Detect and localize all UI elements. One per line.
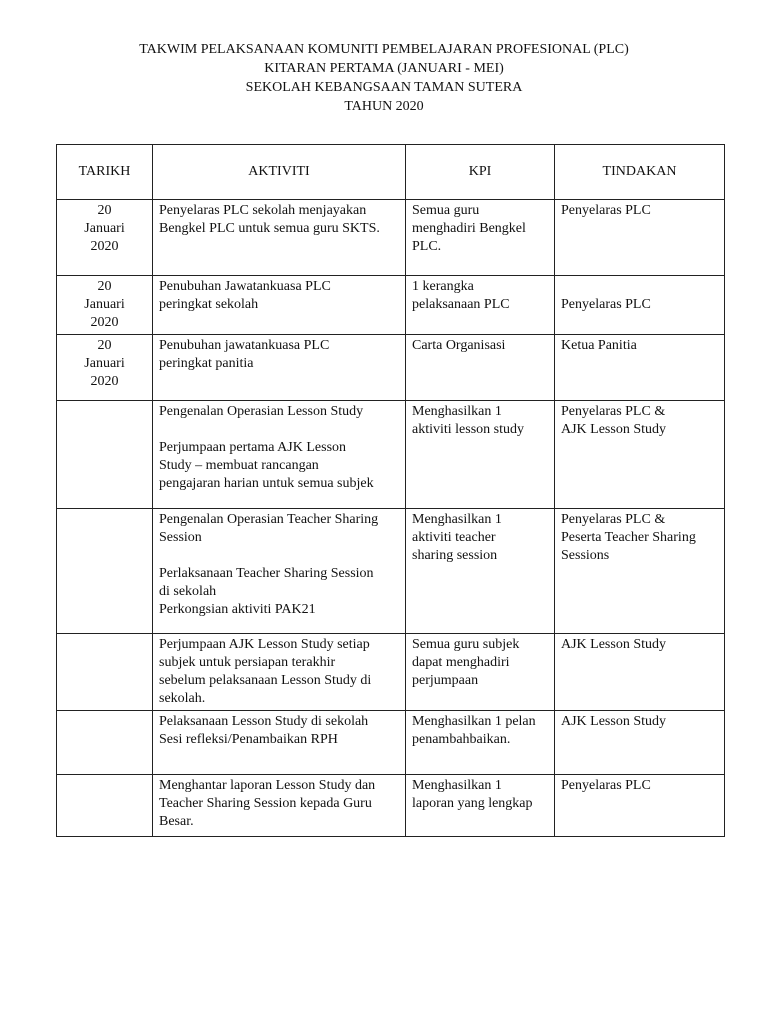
cell-tindakan [555, 634, 725, 711]
cell-line: AJK Lesson Study [561, 422, 667, 437]
cell-line: Menghantar laporan Lesson Study dan [159, 778, 376, 793]
cell-line: Penubuhan jawatankuasa PLC [159, 338, 330, 353]
cell-line: Bengkel PLC untuk semua guru SKTS. [159, 221, 380, 236]
cell-line: AJK Lesson Study [561, 637, 667, 652]
cell-line: Penyelaras PLC sekolah menjayakan [159, 203, 367, 218]
cell-line: Penubuhan Jawatankuasa PLC [159, 279, 331, 294]
cell-aktiviti [153, 335, 406, 401]
cell-line: Pengenalan Operasian Teacher Sharing [159, 512, 379, 527]
cell-aktiviti [153, 276, 406, 335]
cell-line: aktiviti teacher [412, 530, 496, 545]
cell-line: sebelum pelaksanaan Lesson Study di [159, 673, 372, 688]
cell-tarikh [57, 401, 153, 509]
cell-tarikh [57, 509, 153, 634]
title-line: SEKOLAH KEBANGSAAN TAMAN SUTERA [245, 80, 523, 95]
header-kpi: KPI [406, 145, 555, 200]
cell-line: Menghasilkan 1 pelan [412, 714, 536, 729]
cell-line [561, 278, 718, 296]
cell-line: sharing session [412, 548, 498, 563]
cell-line [159, 547, 399, 565]
cell-kpi [406, 711, 555, 775]
cell-line: AJK Lesson Study [561, 714, 667, 729]
table-row [57, 401, 725, 509]
title-line: KITARAN PERTAMA (JANUARI - MEI) [264, 61, 504, 76]
cell-line: Menghasilkan 1 [412, 778, 502, 793]
cell-tindakan [555, 401, 725, 509]
cell-line: PLC. [412, 239, 442, 254]
table-body [57, 200, 725, 837]
cell-line: Januari [84, 297, 125, 312]
cell-line: 20 [97, 279, 112, 294]
cell-line: Penyelaras PLC & [561, 512, 666, 527]
cell-line: Penyelaras PLC [561, 297, 651, 312]
cell-tarikh [57, 775, 153, 837]
cell-line: aktiviti lesson study [412, 422, 524, 437]
cell-line: peringkat panitia [159, 356, 254, 371]
table-row [57, 711, 725, 775]
cell-line: subjek untuk persiapan terakhir [159, 655, 336, 670]
table-row [57, 509, 725, 634]
header-aktiviti: AKTIVITI [153, 145, 406, 200]
cell-tarikh [57, 335, 153, 401]
cell-line: Januari [84, 221, 125, 236]
cell-line: pengajaran harian untuk semua subjek [159, 476, 374, 491]
document-title [0, 40, 768, 116]
cell-line: 2020 [90, 315, 119, 330]
cell-line: Penyelaras PLC [561, 203, 651, 218]
cell-line: 20 [97, 203, 112, 218]
cell-line: Perjumpaan pertama AJK Lesson [159, 440, 347, 455]
cell-line: Semua guru subjek [412, 637, 520, 652]
cell-line: perjumpaan [412, 673, 479, 688]
table-row [57, 335, 725, 401]
cell-line: Besar. [159, 814, 194, 829]
table-row [57, 200, 725, 276]
cell-line: Pengenalan Operasian Lesson Study [159, 404, 364, 419]
title-line: TAKWIM PELAKSANAAN KOMUNITI PEMBELAJARAN PROFESIONAL (PLC) [139, 42, 629, 57]
table-row [57, 775, 725, 837]
cell-tindakan [555, 200, 725, 276]
cell-tindakan [555, 509, 725, 634]
header-tarikh: TARIKH [57, 145, 153, 200]
cell-line: 2020 [90, 239, 119, 254]
cell-tarikh [57, 276, 153, 335]
cell-line: laporan yang lengkap [412, 796, 533, 811]
cell-line: Pelaksanaan Lesson Study di sekolah [159, 714, 369, 729]
cell-line: Carta Organisasi [412, 338, 506, 353]
cell-kpi [406, 634, 555, 711]
cell-line: penambahbaikan. [412, 732, 511, 747]
cell-line: Menghasilkan 1 [412, 512, 502, 527]
cell-kpi [406, 401, 555, 509]
cell-line: 1 kerangka [412, 279, 474, 294]
cell-aktiviti [153, 200, 406, 276]
cell-line: pelaksanaan PLC [412, 297, 510, 312]
cell-line: Peserta Teacher Sharing [561, 530, 696, 545]
cell-line: Semua guru [412, 203, 480, 218]
cell-line: Sesi refleksi/Penambaikan RPH [159, 732, 338, 747]
table-header-row [57, 145, 725, 200]
cell-line: dapat menghadiri [412, 655, 510, 670]
schedule-table [56, 144, 725, 837]
cell-line: sekolah. [159, 691, 206, 706]
cell-line: Teacher Sharing Session kepada Guru [159, 796, 372, 811]
cell-line: Study – membuat rancangan [159, 458, 319, 473]
cell-line: 2020 [90, 374, 119, 389]
cell-aktiviti [153, 634, 406, 711]
cell-tarikh [57, 634, 153, 711]
cell-line: Menghasilkan 1 [412, 404, 502, 419]
table-row [57, 634, 725, 711]
cell-aktiviti [153, 509, 406, 634]
cell-line: Session [159, 530, 202, 545]
cell-line [159, 421, 399, 439]
cell-tindakan [555, 335, 725, 401]
title-line: TAHUN 2020 [344, 99, 424, 114]
cell-line: Perlaksanaan Teacher Sharing Session [159, 566, 374, 581]
cell-line: menghadiri Bengkel [412, 221, 526, 236]
cell-line: Perkongsian aktiviti PAK21 [159, 602, 316, 617]
cell-line: peringkat sekolah [159, 297, 259, 312]
cell-line: Penyelaras PLC & [561, 404, 666, 419]
table-row [57, 276, 725, 335]
cell-line: Januari [84, 356, 125, 371]
cell-line: Sessions [561, 548, 610, 563]
cell-kpi [406, 200, 555, 276]
cell-tindakan [555, 711, 725, 775]
cell-line: di sekolah [159, 584, 217, 599]
cell-aktiviti [153, 711, 406, 775]
cell-line: Penyelaras PLC [561, 778, 651, 793]
cell-kpi [406, 509, 555, 634]
cell-kpi [406, 276, 555, 335]
cell-tarikh [57, 711, 153, 775]
cell-tindakan [555, 775, 725, 837]
header-tindakan: TINDAKAN [555, 145, 725, 200]
cell-tindakan [555, 276, 725, 335]
cell-line: 20 [97, 338, 112, 353]
cell-line: Ketua Panitia [561, 338, 637, 353]
cell-aktiviti [153, 401, 406, 509]
cell-aktiviti [153, 775, 406, 837]
cell-line: Perjumpaan AJK Lesson Study setiap [159, 637, 370, 652]
cell-kpi [406, 775, 555, 837]
cell-tarikh [57, 200, 153, 276]
cell-kpi [406, 335, 555, 401]
